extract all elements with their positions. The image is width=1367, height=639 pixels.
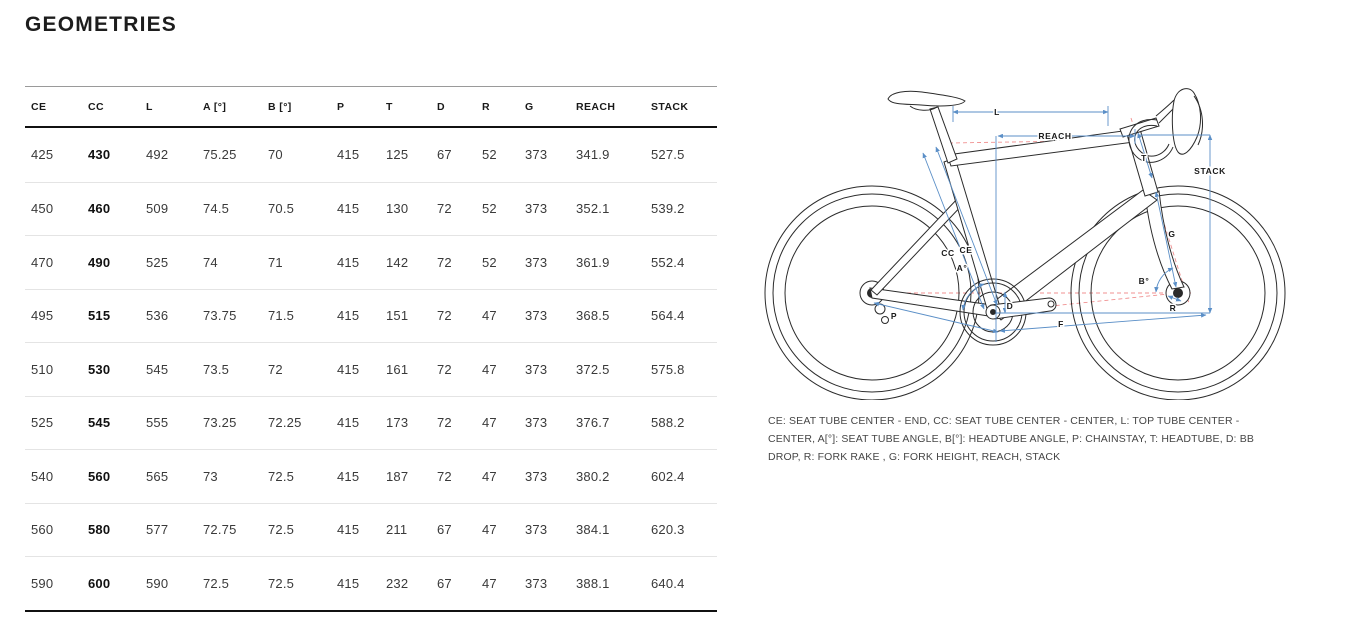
table-cell: 130 xyxy=(386,201,409,217)
table-cell: 530 xyxy=(88,361,111,377)
table-cell: 352.1 xyxy=(576,201,610,217)
brake-lever xyxy=(1172,89,1200,155)
table-cell: 602.4 xyxy=(651,468,685,484)
bike-diagram-svg xyxy=(760,0,1367,400)
bike-geometry-diagram xyxy=(760,0,1367,400)
column-header: G xyxy=(525,100,534,113)
table-cell: 545 xyxy=(146,361,169,377)
table-cell: 373 xyxy=(525,254,548,270)
label-head-tube: T xyxy=(1141,153,1147,163)
table-cell: 415 xyxy=(337,468,360,484)
table-cell: 70 xyxy=(268,147,283,163)
geometry-table-body xyxy=(25,128,717,610)
table-cell: 525 xyxy=(31,415,54,431)
table-cell: 580 xyxy=(88,522,111,538)
column-header: R xyxy=(482,100,490,113)
table-cell: 590 xyxy=(31,575,54,591)
table-cell: 373 xyxy=(525,522,548,538)
table-row xyxy=(25,556,717,610)
table-cell: 70.5 xyxy=(268,201,295,217)
table-cell: 515 xyxy=(88,308,111,324)
table-cell: 73.5 xyxy=(203,361,230,377)
column-header: CE xyxy=(31,100,47,113)
table-row xyxy=(25,182,717,236)
label-reach: REACH xyxy=(1038,131,1072,141)
table-cell: 552.4 xyxy=(651,254,685,270)
column-header: D xyxy=(437,100,445,113)
table-cell: 75.25 xyxy=(203,147,237,163)
column-header: CC xyxy=(88,100,104,113)
table-cell: 368.5 xyxy=(576,308,610,324)
table-cell: 372.5 xyxy=(576,361,610,377)
table-cell: 527.5 xyxy=(651,147,685,163)
table-cell: 52 xyxy=(482,147,497,163)
table-row xyxy=(25,396,717,450)
legend-text: CE: SEAT TUBE CENTER - END, CC: SEAT TUBE CENTER - CENTER, L: TOP TUBE CENTER - CENTER, A[°]: SEAT TUBE ANGLE, B[°]: HEADTUBE ANGLE, P: CHAINSTAY, T: HEADTUBE, D: BB DROP, R: FORK RAKE , G: FORK HEIGHT, REACH, STACK xyxy=(768,415,1254,463)
label-fork-height: G xyxy=(1168,229,1176,239)
table-row xyxy=(25,128,717,182)
table-row xyxy=(25,342,717,396)
table-cell: 495 xyxy=(31,308,54,324)
geometry-table xyxy=(25,86,717,612)
table-cell: 47 xyxy=(482,468,497,484)
table-row xyxy=(25,503,717,557)
table-cell: 415 xyxy=(337,201,360,217)
table-cell: 577 xyxy=(146,522,169,538)
table-cell: 373 xyxy=(525,147,548,163)
label-seat-angle: A° xyxy=(956,263,968,273)
table-cell: 173 xyxy=(386,415,409,431)
table-cell: 450 xyxy=(31,201,54,217)
table-cell: 640.4 xyxy=(651,575,685,591)
table-cell: 430 xyxy=(88,147,111,163)
table-cell: 52 xyxy=(482,254,497,270)
table-cell: 564.4 xyxy=(651,308,685,324)
table-cell: 560 xyxy=(31,522,54,538)
table-cell: 47 xyxy=(482,308,497,324)
table-cell: 72 xyxy=(437,415,452,431)
table-cell: 384.1 xyxy=(576,522,610,538)
table-cell: 211 xyxy=(386,522,408,538)
table-cell: 67 xyxy=(437,522,452,538)
label-seat-cc: CC xyxy=(941,248,955,258)
table-cell: 415 xyxy=(337,147,360,163)
table-cell: 492 xyxy=(146,147,169,163)
saddle xyxy=(888,91,965,106)
table-cell: 373 xyxy=(525,575,548,591)
label-front-center: F xyxy=(1058,319,1064,329)
table-row xyxy=(25,289,717,343)
table-cell: 425 xyxy=(31,147,54,163)
page-title: GEOMETRIES xyxy=(25,13,178,36)
column-header: P xyxy=(337,100,345,113)
table-cell: 71 xyxy=(268,254,283,270)
table-cell: 67 xyxy=(437,147,452,163)
table-cell: 72 xyxy=(437,468,452,484)
table-cell: 415 xyxy=(337,308,360,324)
table-cell: 72.75 xyxy=(203,522,237,538)
table-cell: 415 xyxy=(337,254,360,270)
table-cell: 72.5 xyxy=(268,575,295,591)
table-cell: 575.8 xyxy=(651,361,685,377)
table-cell: 560 xyxy=(88,468,111,484)
table-cell: 588.2 xyxy=(651,415,685,431)
table-cell: 151 xyxy=(386,308,409,324)
table-cell: 72 xyxy=(437,361,452,377)
label-bb-drop: D xyxy=(1006,301,1014,311)
table-cell: 71.5 xyxy=(268,308,295,324)
table-cell: 72.5 xyxy=(268,522,295,538)
table-cell: 187 xyxy=(386,468,409,484)
bike-frame xyxy=(870,89,1203,320)
table-cell: 380.2 xyxy=(576,468,610,484)
label-chainstay: P xyxy=(890,311,898,321)
table-row xyxy=(25,235,717,289)
table-cell: 47 xyxy=(482,575,497,591)
table-cell: 341.9 xyxy=(576,147,610,163)
label-stack: STACK xyxy=(1194,166,1226,176)
table-cell: 620.3 xyxy=(651,522,685,538)
table-cell: 373 xyxy=(525,468,548,484)
table-cell: 361.9 xyxy=(576,254,610,270)
table-cell: 72 xyxy=(268,361,283,377)
table-cell: 510 xyxy=(31,361,54,377)
table-cell: 142 xyxy=(386,254,409,270)
table-cell: 415 xyxy=(337,575,360,591)
table-cell: 74 xyxy=(203,254,218,270)
geometry-table-header xyxy=(25,87,717,128)
table-cell: 415 xyxy=(337,361,360,377)
table-cell: 47 xyxy=(482,361,497,377)
column-header: T xyxy=(386,100,393,113)
table-cell: 125 xyxy=(386,147,409,163)
table-cell: 525 xyxy=(146,254,169,270)
table-cell: 509 xyxy=(146,201,169,217)
table-cell: 161 xyxy=(386,361,409,377)
table-cell: 415 xyxy=(337,415,360,431)
label-head-angle: B° xyxy=(1138,276,1150,286)
table-cell: 232 xyxy=(386,575,409,591)
table-cell: 545 xyxy=(88,415,111,431)
table-cell: 415 xyxy=(337,522,360,538)
table-cell: 388.1 xyxy=(576,575,610,591)
table-cell: 540 xyxy=(31,468,54,484)
table-cell: 373 xyxy=(525,415,548,431)
column-header: STACK xyxy=(651,100,689,113)
table-cell: 74.5 xyxy=(203,201,230,217)
table-cell: 539.2 xyxy=(651,201,685,217)
table-cell: 73 xyxy=(203,468,218,484)
table-cell: 376.7 xyxy=(576,415,610,431)
table-cell: 565 xyxy=(146,468,169,484)
column-header: L xyxy=(146,100,153,113)
table-cell: 47 xyxy=(482,522,497,538)
label-seat-ce: CE xyxy=(959,245,973,255)
label-top-tube: L xyxy=(994,107,1000,117)
table-cell: 47 xyxy=(482,415,497,431)
table-cell: 373 xyxy=(525,201,548,217)
table-cell: 73.25 xyxy=(203,415,237,431)
table-cell: 72.25 xyxy=(268,415,302,431)
table-cell: 52 xyxy=(482,201,497,217)
table-cell: 536 xyxy=(146,308,169,324)
table-cell: 590 xyxy=(146,575,169,591)
table-row xyxy=(25,449,717,503)
table-cell: 72.5 xyxy=(203,575,230,591)
table-cell: 470 xyxy=(31,254,54,270)
table-cell: 72 xyxy=(437,254,452,270)
table-cell: 72 xyxy=(437,308,452,324)
column-header: REACH xyxy=(576,100,616,113)
table-cell: 555 xyxy=(146,415,169,431)
table-cell: 460 xyxy=(88,201,111,217)
table-cell: 490 xyxy=(88,254,111,270)
column-header: B [°] xyxy=(268,100,292,113)
table-cell: 600 xyxy=(88,575,111,591)
table-cell: 373 xyxy=(525,308,548,324)
table-cell: 72.5 xyxy=(268,468,295,484)
table-cell: 373 xyxy=(525,361,548,377)
table-cell: 67 xyxy=(437,575,452,591)
column-header: A [°] xyxy=(203,100,227,113)
table-cell: 73.75 xyxy=(203,308,237,324)
label-fork-rake: R xyxy=(1169,303,1177,313)
table-cell: 72 xyxy=(437,201,452,217)
